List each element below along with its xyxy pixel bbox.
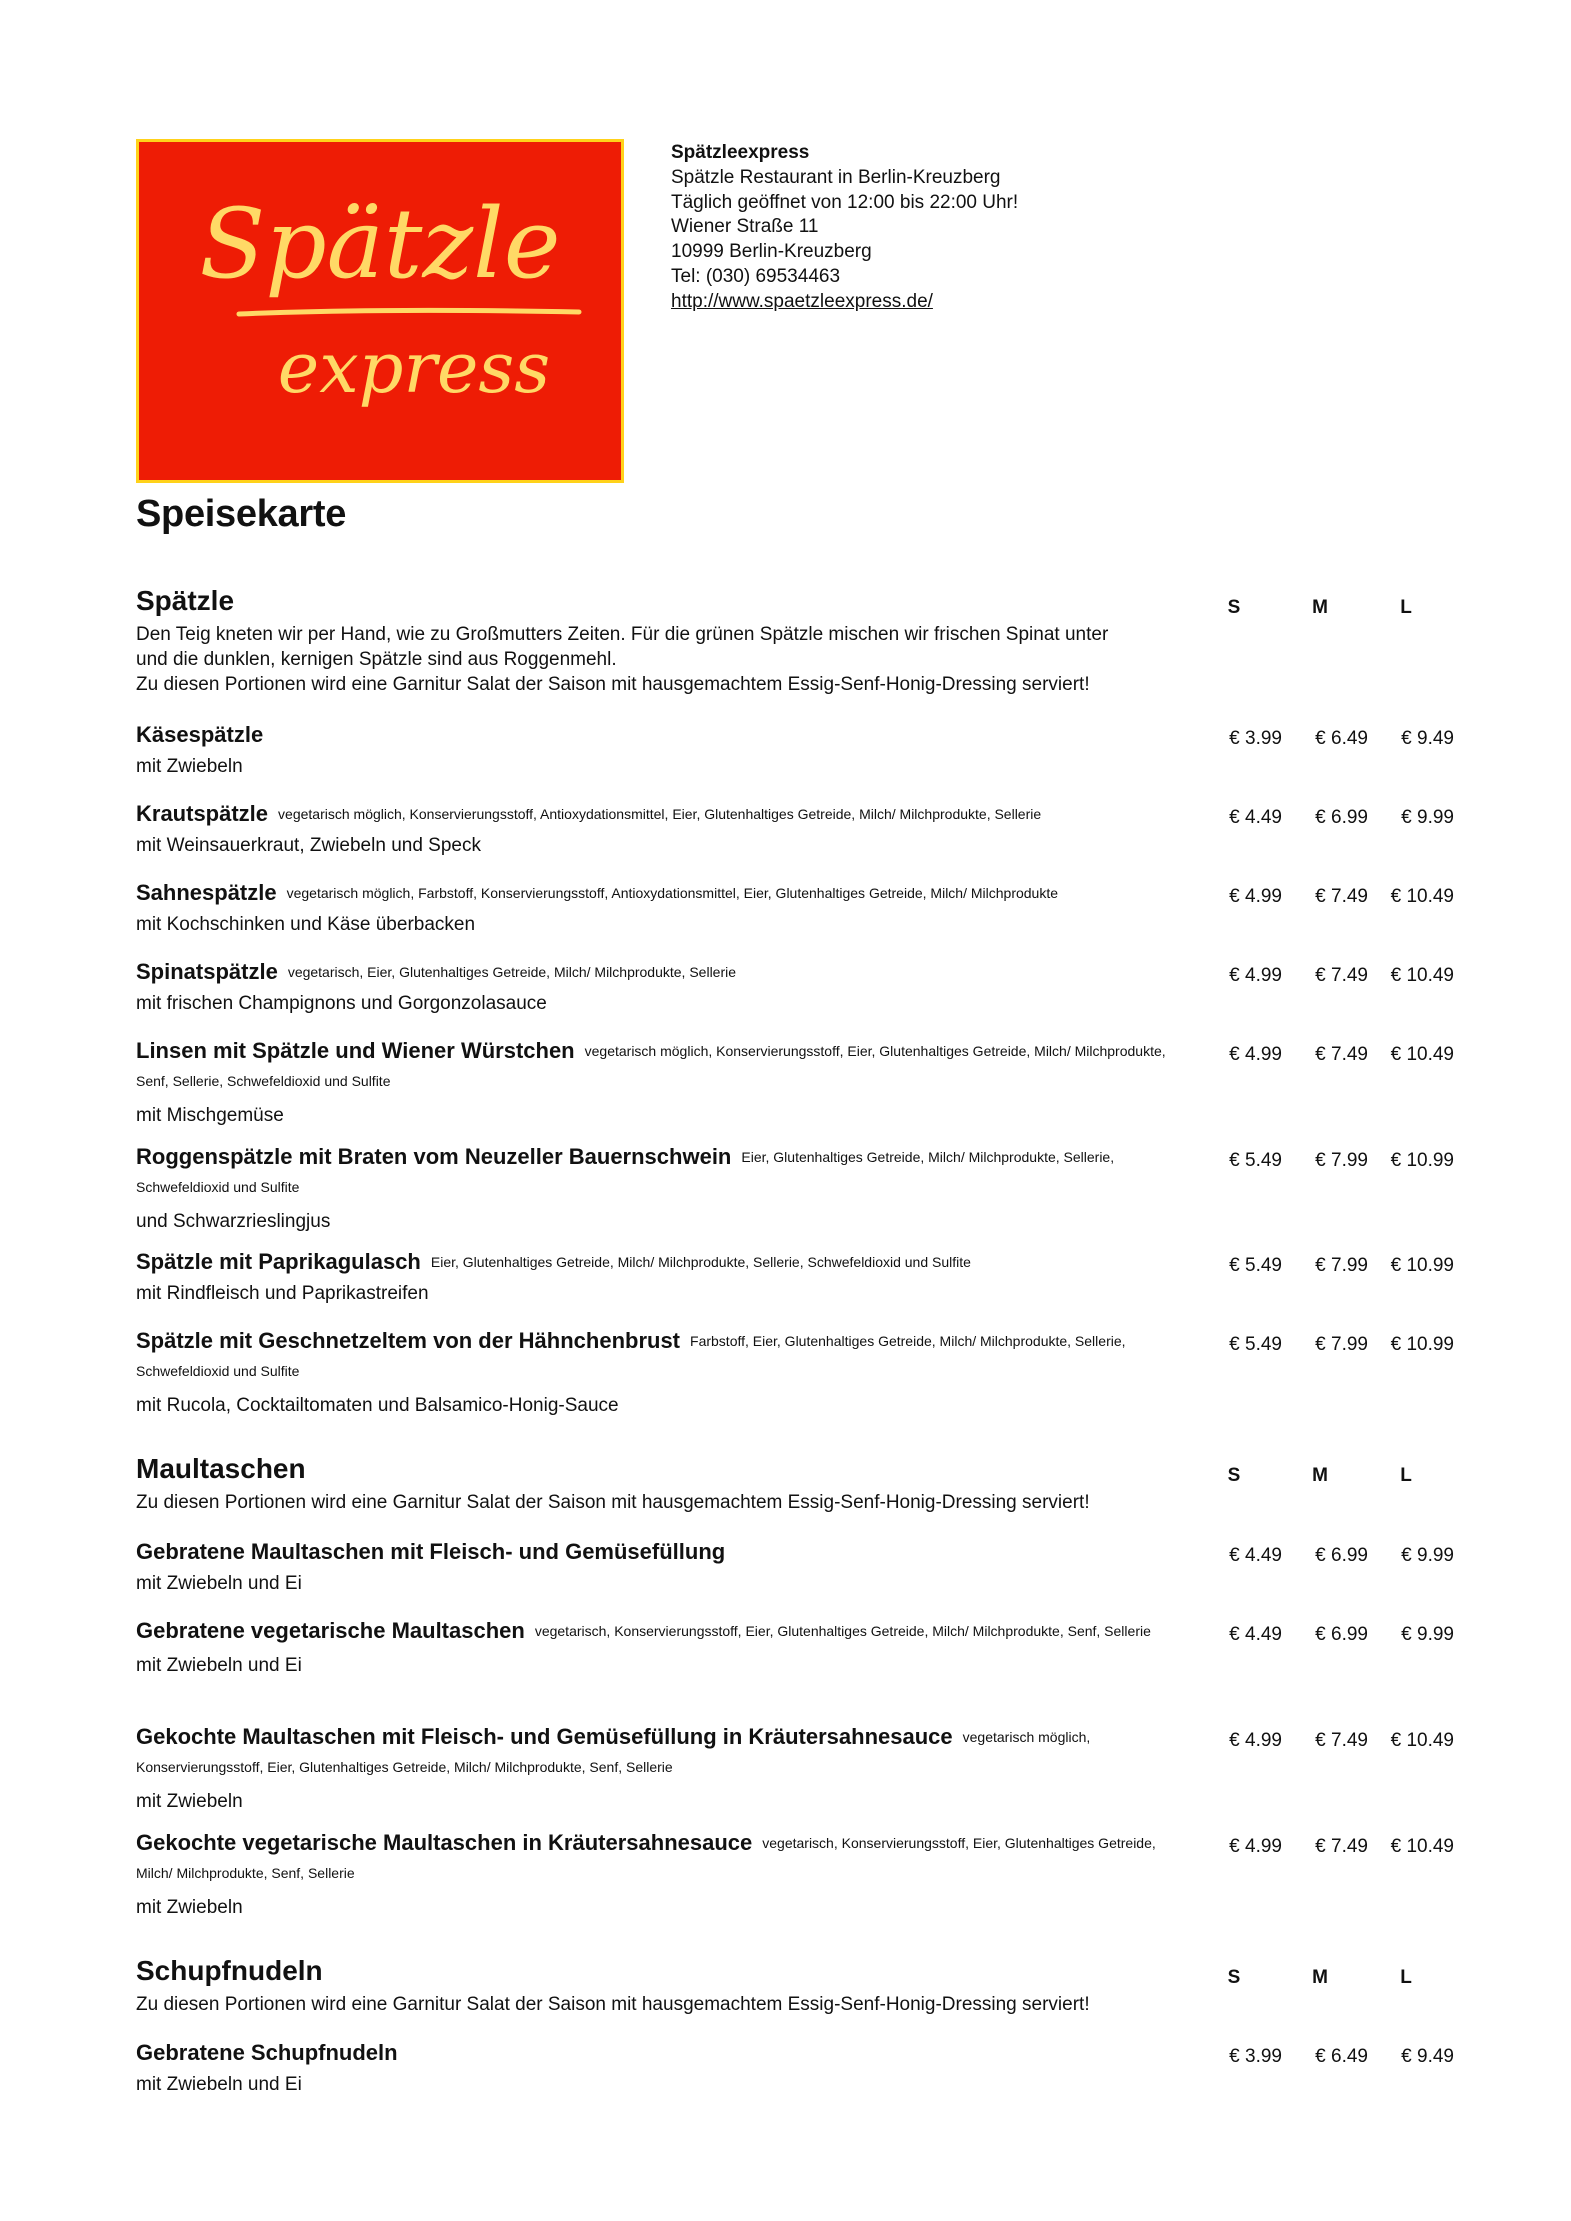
item-name: Spinatspätzle bbox=[136, 959, 278, 984]
logo-line2: express bbox=[277, 327, 551, 409]
price-m: € 6.99 bbox=[1315, 1624, 1368, 1645]
item-description: mit Zwiebeln bbox=[136, 1791, 243, 1812]
price-s: € 4.99 bbox=[1229, 1044, 1282, 1065]
price-m: € 7.99 bbox=[1315, 1255, 1368, 1276]
item-description: mit frischen Champignons und Gorgonzolasauce bbox=[136, 993, 547, 1014]
price-l: € 9.99 bbox=[1401, 807, 1454, 828]
intro-line: und die dunklen, kernigen Spätzle sind aus Roggenmehl. bbox=[136, 649, 617, 670]
size-header-s: S bbox=[1227, 1967, 1241, 1988]
item-description: mit Zwiebeln und Ei bbox=[136, 1573, 302, 1594]
menu-item bbox=[136, 800, 1196, 859]
price-l: € 10.49 bbox=[1390, 886, 1454, 907]
intro-line: Zu diesen Portionen wird eine Garnitur Salat der Saison mit hausgemachtem Essig-Senf-Honig-Dressing serviert! bbox=[136, 1492, 1090, 1513]
price-m: € 6.99 bbox=[1315, 1545, 1368, 1566]
menu-item bbox=[136, 1037, 1196, 1129]
menu-item bbox=[136, 1829, 1196, 1921]
item-name: Sahnespätzle bbox=[136, 880, 277, 905]
menu-item bbox=[136, 879, 1196, 938]
item-name: Gebratene vegetarische Maultaschen bbox=[136, 1618, 525, 1643]
item-name: Krautspätzle bbox=[136, 801, 269, 826]
price-m: € 7.49 bbox=[1315, 1730, 1368, 1751]
item-name: Roggenspätzle mit Braten vom Neuzeller Bauernschwein bbox=[136, 1144, 732, 1169]
menu-item bbox=[136, 1723, 1196, 1815]
item-allergens: vegetarisch möglich, Konservierungsstoff, Eier, Glutenhaltiges Getreide, Milch/ Milchprodukte, Senf, Sellerie bbox=[136, 1729, 1091, 1775]
price-m: € 7.99 bbox=[1315, 1334, 1368, 1355]
price-l: € 10.49 bbox=[1390, 1044, 1454, 1065]
size-header-l: L bbox=[1400, 1967, 1412, 1988]
price-l: € 9.99 bbox=[1401, 1624, 1454, 1645]
item-allergens: vegetarisch, Konservierungsstoff, Eier, Glutenhaltiges Getreide, Milch/ Milchprodukte, Senf, Sellerie bbox=[136, 1835, 1156, 1881]
section-intro bbox=[136, 1490, 1196, 1515]
opening-hours: Täglich geöffnet von 12:00 bis 22:00 Uhr! bbox=[671, 191, 1019, 213]
item-name: Gekochte Maultaschen mit Fleisch- und Gemüsefüllung in Kräutersahnesauce bbox=[136, 1724, 953, 1749]
phone-number: Tel: (030) 69534463 bbox=[671, 265, 841, 287]
price-l: € 10.99 bbox=[1390, 1150, 1454, 1171]
item-name: Linsen mit Spätzle und Wiener Würstchen bbox=[136, 1038, 575, 1063]
item-description: und Schwarzrieslingjus bbox=[136, 1211, 331, 1232]
item-allergens: Eier, Glutenhaltiges Getreide, Milch/ Milchprodukte, Sellerie, Schwefeldioxid und Sulfite bbox=[136, 1149, 1115, 1195]
contact-block bbox=[671, 141, 1018, 315]
size-header-s: S bbox=[1227, 597, 1241, 618]
menu-item bbox=[136, 1327, 1196, 1419]
price-s: € 4.49 bbox=[1229, 1545, 1282, 1566]
price-m: € 7.49 bbox=[1315, 886, 1368, 907]
section-title-schupfnudeln: Schupfnudeln bbox=[136, 1955, 323, 1986]
menu-item bbox=[136, 1538, 1196, 1597]
price-s: € 5.49 bbox=[1229, 1150, 1282, 1171]
price-l: € 9.99 bbox=[1401, 1545, 1454, 1566]
price-l: € 10.49 bbox=[1390, 965, 1454, 986]
price-m: € 6.49 bbox=[1315, 2046, 1368, 2067]
size-header-m: M bbox=[1312, 1465, 1328, 1486]
street-address: Wiener Straße 11 bbox=[671, 216, 819, 238]
item-allergens: Eier, Glutenhaltiges Getreide, Milch/ Milchprodukte, Sellerie, Schwefeldioxid und Sulfite bbox=[430, 1254, 971, 1270]
city-address: 10999 Berlin-Kreuzberg bbox=[671, 241, 872, 263]
item-name: Spätzle mit Geschnetzeltem von der Hähnchenbrust bbox=[136, 1328, 681, 1353]
item-description: mit Weinsauerkraut, Zwiebeln und Speck bbox=[136, 835, 481, 856]
price-l: € 10.49 bbox=[1390, 1730, 1454, 1751]
section-intro bbox=[136, 622, 1196, 697]
item-name: Gekochte vegetarische Maultaschen in Kräutersahnesauce bbox=[136, 1830, 753, 1855]
item-allergens: vegetarisch möglich, Konservierungsstoff, Eier, Glutenhaltiges Getreide, Milch/ Milchprodukte, Senf, Sellerie, Schwefeldioxid und Sulfite bbox=[136, 1043, 1166, 1089]
menu-item bbox=[136, 721, 1196, 780]
menu-item bbox=[136, 1143, 1196, 1235]
price-s: € 4.99 bbox=[1229, 1836, 1282, 1857]
price-s: € 5.49 bbox=[1229, 1255, 1282, 1276]
size-header-l: L bbox=[1400, 1465, 1412, 1486]
price-l: € 10.49 bbox=[1390, 1836, 1454, 1857]
menu-item bbox=[136, 1617, 1196, 1679]
size-header-s: S bbox=[1227, 1465, 1241, 1486]
price-s: € 4.99 bbox=[1229, 886, 1282, 907]
restaurant-logo bbox=[136, 139, 624, 483]
item-description: mit Kochschinken und Käse überbacken bbox=[136, 914, 476, 935]
price-l: € 9.49 bbox=[1401, 2046, 1454, 2067]
item-name: Gebratene Maultaschen mit Fleisch- und Gemüsefüllung bbox=[136, 1539, 726, 1564]
item-name: Spätzle mit Paprikagulasch bbox=[136, 1249, 421, 1274]
price-s: € 4.99 bbox=[1229, 1730, 1282, 1751]
section-title-maultaschen: Maultaschen bbox=[136, 1453, 306, 1484]
price-m: € 7.49 bbox=[1315, 1044, 1368, 1065]
price-m: € 7.99 bbox=[1315, 1150, 1368, 1171]
section-intro bbox=[136, 1992, 1196, 2017]
page-title: Speisekarte bbox=[136, 493, 347, 535]
logo-line1: Spätzle bbox=[199, 188, 561, 300]
size-header-m: M bbox=[1312, 597, 1328, 618]
restaurant-name: Spätzleexpress bbox=[671, 142, 810, 163]
menu-item bbox=[136, 2039, 1196, 2098]
item-name: Gebratene Schupfnudeln bbox=[136, 2040, 398, 2065]
section-title-spaetzle: Spätzle bbox=[136, 585, 235, 616]
price-l: € 10.99 bbox=[1390, 1334, 1454, 1355]
price-m: € 6.49 bbox=[1315, 728, 1368, 749]
item-allergens: Farbstoff, Eier, Glutenhaltiges Getreide, Milch/ Milchprodukte, Sellerie, Schwefeldioxid und Sulfite bbox=[136, 1333, 1126, 1379]
item-description: mit Zwiebeln bbox=[136, 756, 243, 777]
price-s: € 4.99 bbox=[1229, 965, 1282, 986]
price-m: € 6.99 bbox=[1315, 807, 1368, 828]
item-description: mit Zwiebeln bbox=[136, 1897, 243, 1918]
item-description: mit Zwiebeln und Ei bbox=[136, 2074, 302, 2095]
price-m: € 7.49 bbox=[1315, 965, 1368, 986]
website-link[interactable]: http://www.spaetzleexpress.de/ bbox=[671, 290, 933, 312]
item-allergens: vegetarisch möglich, Konservierungsstoff, Antioxydationsmittel, Eier, Glutenhaltiges Getreide, Milch/ Milchprodukte, Sellerie bbox=[278, 806, 1042, 822]
menu-item bbox=[136, 1248, 1196, 1307]
size-header-l: L bbox=[1400, 597, 1412, 618]
item-description: mit Rucola, Cocktailtomaten und Balsamico-Honig-Sauce bbox=[136, 1395, 619, 1416]
price-s: € 4.49 bbox=[1229, 1624, 1282, 1645]
item-allergens: vegetarisch möglich, Farbstoff, Konservierungsstoff, Antioxydationsmittel, Eier, Glutenhaltiges Getreide, Milch/ Milchprodukte bbox=[286, 885, 1059, 901]
intro-line: Zu diesen Portionen wird eine Garnitur Salat der Saison mit hausgemachtem Essig-Senf-Honig-Dressing serviert! bbox=[136, 674, 1090, 695]
intro-line: Zu diesen Portionen wird eine Garnitur Salat der Saison mit hausgemachtem Essig-Senf-Honig-Dressing serviert! bbox=[136, 1994, 1090, 2015]
size-header-m: M bbox=[1312, 1967, 1328, 1988]
price-l: € 10.99 bbox=[1390, 1255, 1454, 1276]
item-description: mit Zwiebeln und Ei bbox=[136, 1655, 302, 1676]
price-l: € 9.49 bbox=[1401, 728, 1454, 749]
item-allergens: vegetarisch, Konservierungsstoff, Eier, Glutenhaltiges Getreide, Milch/ Milchprodukte, Senf, Sellerie bbox=[534, 1623, 1151, 1639]
price-s: € 5.49 bbox=[1229, 1334, 1282, 1355]
item-name: Käsespätzle bbox=[136, 722, 264, 747]
price-s: € 3.99 bbox=[1229, 2046, 1282, 2067]
intro-line: Den Teig kneten wir per Hand, wie zu Großmutters Zeiten. Für die grünen Spätzle mischen wir frischen Spinat unter bbox=[136, 624, 1109, 645]
item-description: mit Rindfleisch und Paprikastreifen bbox=[136, 1283, 429, 1304]
item-allergens: vegetarisch, Eier, Glutenhaltiges Getreide, Milch/ Milchprodukte, Sellerie bbox=[287, 964, 737, 980]
menu-item bbox=[136, 958, 1196, 1017]
price-s: € 4.49 bbox=[1229, 807, 1282, 828]
price-s: € 3.99 bbox=[1229, 728, 1282, 749]
restaurant-subtitle: Spätzle Restaurant in Berlin-Kreuzberg bbox=[671, 166, 1001, 188]
price-m: € 7.49 bbox=[1315, 1836, 1368, 1857]
item-description: mit Mischgemüse bbox=[136, 1105, 284, 1126]
